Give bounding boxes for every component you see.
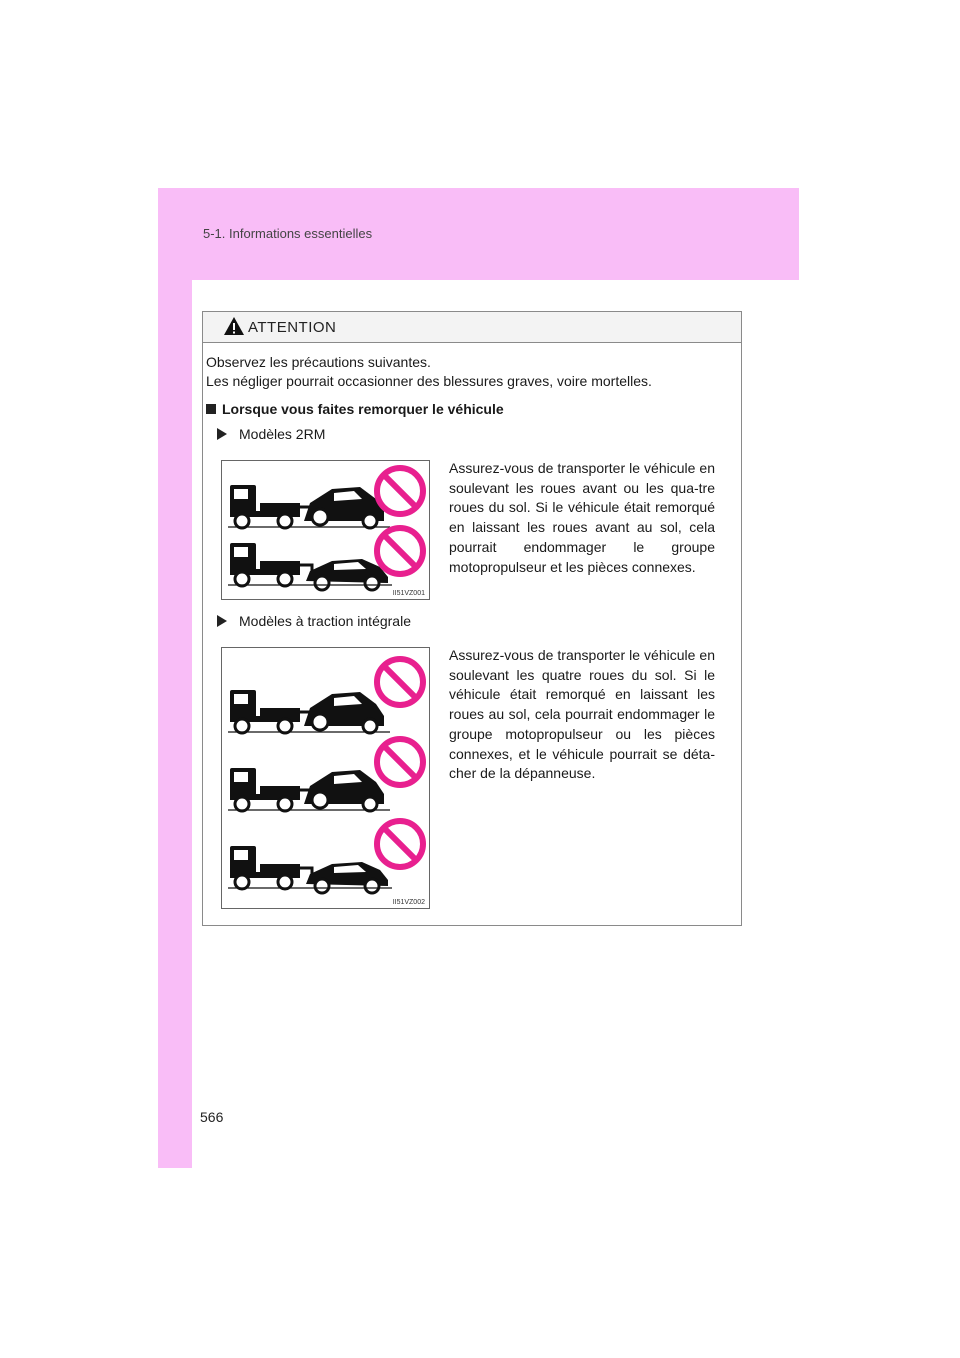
figure-id: II51VZ001: [392, 590, 425, 597]
figure-2rm: [221, 460, 430, 600]
arrow-bullet-icon: [217, 615, 227, 627]
caution-label: ATTENTION: [248, 319, 337, 336]
arrow-bullet-icon: [217, 428, 227, 440]
section-title: 5-1. Informations essentielles: [203, 226, 373, 241]
page-number: 566: [200, 1109, 224, 1125]
subheading: [206, 401, 504, 417]
caution-header: [203, 312, 741, 343]
no-symbol-icon: [377, 528, 423, 574]
intro-line-1: Observez les précautions suivantes.: [206, 354, 431, 370]
no-symbol-icon: [377, 659, 423, 705]
figure-4wd: [221, 647, 430, 909]
caution-box: [202, 311, 742, 926]
figure-id: II51VZ002: [392, 899, 425, 906]
variant-4wd-title: [217, 613, 411, 629]
variant-title-text: Modèles à traction intégrale: [239, 613, 411, 629]
variant-title-text: Modèles 2RM: [239, 426, 326, 442]
no-symbol-icon: [377, 468, 423, 514]
towing-illustration-4wd: [222, 648, 429, 908]
square-bullet-icon: [206, 404, 216, 414]
side-color-band: [158, 188, 192, 1168]
no-symbol-icon: [377, 739, 423, 785]
intro-line-2: Les négliger pourrait occasionner des blessures graves, voire mortelles.: [206, 373, 652, 389]
variant-2rm-title: [217, 426, 325, 442]
towing-illustration-2rm: [222, 461, 429, 599]
variant-4wd-text: Assurez-vous de transporter le véhicule en soulevant les quatre roues du sol. Si le véhicule était remorqué en laissant les roues au sol, cela pourrait endommager le groupe motopropulseur ou les pièces connexes, et le véhicule pourrait se déta-cher de la dépanneuse.: [449, 647, 715, 782]
warning-triangle-icon: [223, 316, 245, 336]
no-symbol-icon: [377, 821, 423, 867]
caution-intro: [206, 353, 736, 391]
variant-2rm-text: Assurez-vous de transporter le véhicule en soulevant les roues avant ou les qua-tre roues du sol. Si le véhicule était remorqué en laissant les roues avant au sol, cela pourrait endommager le groupe motopropulseur et les pièces connexes.: [449, 460, 715, 575]
subheading-text: Lorsque vous faites remorquer le véhicule: [222, 401, 504, 417]
